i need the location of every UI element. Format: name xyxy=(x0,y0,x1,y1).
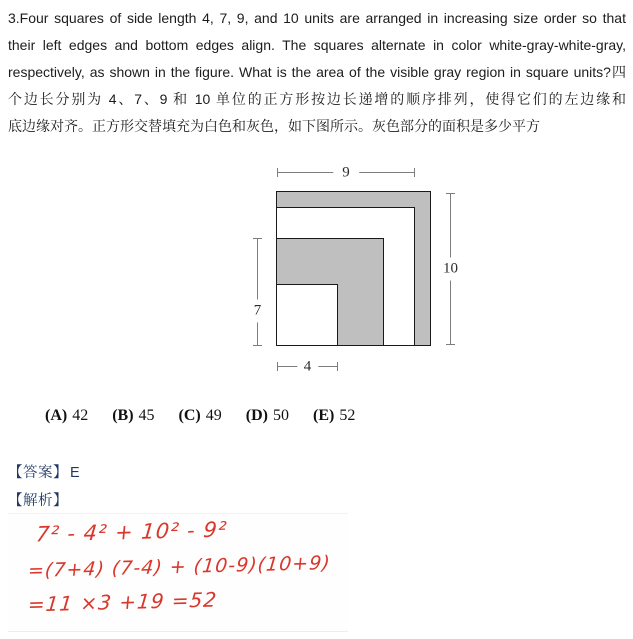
answer-choices xyxy=(45,407,355,425)
choice-c xyxy=(179,407,222,425)
choice-c-label: (C) xyxy=(178,407,201,424)
answer-value: E xyxy=(70,465,81,481)
choice-a xyxy=(45,407,88,425)
dimension-label-7: 7 xyxy=(253,300,263,323)
problem-statement xyxy=(8,5,626,140)
dimension-line-bottom-4 xyxy=(277,358,338,374)
handwritten-solution xyxy=(8,513,348,632)
choice-d-value: 50 xyxy=(272,407,289,424)
choice-e xyxy=(313,407,355,425)
problem-line: respectively, as shown in the figure. What is the area of the visible gray region in square units?四 xyxy=(8,64,626,80)
choice-c-value: 49 xyxy=(205,407,222,424)
dimension-line-right-10 xyxy=(443,193,458,345)
dimension-label-4: 4 xyxy=(297,358,319,375)
choice-b-value: 45 xyxy=(138,407,155,424)
problem-line: 个边长分别为 4、7、9 和 10 单位的正方形按边长递增的顺序排列，使得它们的左边缘和 xyxy=(8,91,626,107)
dimension-line-top-9 xyxy=(277,164,415,180)
solution-label-line xyxy=(8,489,68,510)
choice-b-label: (B) xyxy=(112,407,134,424)
dimension-line-left-7 xyxy=(253,238,262,346)
dimension-label-10: 10 xyxy=(442,258,459,281)
problem-line: 底边缘对齐。正方形交替填充为白色和灰色，如下图所示。灰色部分的面积是多少平方 xyxy=(8,118,540,134)
choice-b xyxy=(112,407,154,425)
handwriting-line-2: =(7+4) (7-4) + (10-9)(10+9) xyxy=(26,552,332,582)
choice-d-label: (D) xyxy=(245,407,268,424)
problem-line: 3.Four squares of side length 4, 7, 9, and 10 units are arranged in increasing size order so that xyxy=(8,10,626,26)
handwriting-line-1: 7² - 4² + 10² - 9² xyxy=(34,517,229,547)
problem-line: their left edges and bottom edges align. The squares alternate in color white-gray-white-gray, xyxy=(8,37,626,53)
choice-d xyxy=(246,407,289,425)
square-4-white xyxy=(276,284,338,346)
choice-a-label: (A) xyxy=(45,407,68,424)
dimension-label-9: 9 xyxy=(333,164,359,181)
choice-e-label: (E) xyxy=(312,407,335,424)
solution-label: 【解析】 xyxy=(8,493,68,509)
answer-line xyxy=(8,461,80,482)
answer-label: 【答案】 xyxy=(8,465,68,481)
handwriting-line-3: =11 ×3 +19 =52 xyxy=(26,587,219,617)
choice-a-value: 42 xyxy=(72,407,89,424)
choice-e-value: 52 xyxy=(339,407,356,424)
